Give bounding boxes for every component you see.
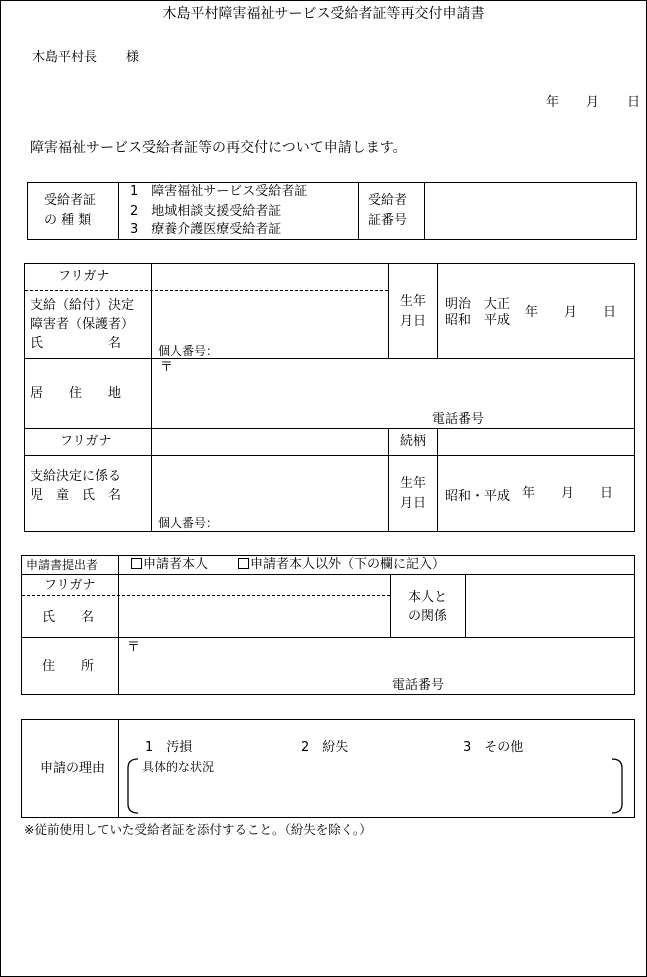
form-title: 木島平村障害福祉サービス受給者証等再交付申請書 <box>162 6 485 22</box>
applicant-postal-mark: 〒 <box>160 360 174 375</box>
reason-detail-field[interactable] <box>142 776 612 810</box>
applicant-era-2: 昭和 平成 <box>445 313 511 328</box>
reason-option-3[interactable]: 3 その他 <box>463 740 524 755</box>
footnote: ※従前使用していた受給者証を添付すること。（紛失を除く。） <box>24 822 372 837</box>
applicant-birth-label-2: 月日 <box>400 314 427 329</box>
submitter-option-self-label: 申請者本人 <box>143 557 209 572</box>
applicant-birth-ymd: 年 月 日 <box>525 305 617 320</box>
intro-text: 障害福祉サービス受給者証等の再交付について申請します。 <box>30 140 407 156</box>
certificate-option-2: 2 地域相談支援受給者証 <box>130 204 282 219</box>
checkbox-other[interactable] <box>238 558 249 569</box>
submitter-furigana-label: フリガナ <box>44 578 96 593</box>
child-name-label-2: 児 童 氏 名 <box>30 488 122 503</box>
child-name-field[interactable] <box>153 457 387 507</box>
child-name-label-1: 支給決定に係る <box>30 469 122 484</box>
submitter-furigana-field[interactable] <box>120 576 389 594</box>
submitter-name-label: 氏 名 <box>42 610 95 625</box>
child-era: 昭和・平成 <box>445 489 511 504</box>
addressee-honorific: 様 <box>126 50 140 65</box>
child-relation-label: 続柄 <box>400 434 427 449</box>
applicant-furigana-field[interactable] <box>153 265 387 289</box>
reason-option-1[interactable]: 1 汚損 <box>145 740 193 755</box>
applicant-phone-label: 電話番号 <box>432 412 485 427</box>
applicant-name-field[interactable] <box>153 292 387 332</box>
child-birth-label-1: 生年 <box>400 476 427 491</box>
date-year-label: 年 <box>546 95 560 110</box>
child-birth-label-2: 月日 <box>400 496 427 511</box>
certificate-option-1: 1 障害福祉サービス受給者証 <box>130 184 308 199</box>
addressee-name: 木島平村長 <box>32 50 98 65</box>
certificate-number-field[interactable] <box>426 184 634 238</box>
submitter-postal-mark: 〒 <box>127 640 141 655</box>
applicant-birth-label-1: 生年 <box>400 294 427 309</box>
submitter-phone-label: 電話番号 <box>392 678 445 693</box>
applicant-name-label-1: 支給（給付）決定 <box>30 298 135 313</box>
submitter-name-field[interactable] <box>120 597 389 636</box>
submitter-address-label: 住 所 <box>42 659 95 674</box>
submitter-option-other[interactable] <box>238 557 445 573</box>
submitter-relation-label-1: 本人と <box>408 590 448 605</box>
applicant-residence-label: 居 住 地 <box>30 386 122 401</box>
reason-label: 申請の理由 <box>40 761 106 776</box>
applicant-era-1: 明治 大正 <box>445 297 511 312</box>
date-day-label: 日 <box>627 95 641 110</box>
submitter-label: 申請書提出者 <box>26 558 99 572</box>
submitter-relation-field[interactable] <box>467 576 634 636</box>
submitter-relation-label-2: の関係 <box>408 609 448 624</box>
child-personal-number-label: 個人番号： <box>158 516 219 530</box>
reason-option-2[interactable]: 2 紛失 <box>301 740 349 755</box>
child-furigana-field[interactable] <box>153 430 387 454</box>
submitter-option-other-label: 申請者本人以外（下の欄に記入） <box>250 557 446 572</box>
child-furigana-label: フリガナ <box>60 434 112 449</box>
applicant-personal-number-label: 個人番号： <box>158 344 219 358</box>
certificate-number-label-1: 受給者 <box>368 193 408 208</box>
certificate-option-3: 3 療養介護医療受給者証 <box>130 222 282 237</box>
child-birth-ymd: 年 月 日 <box>522 486 614 501</box>
child-relation-field[interactable] <box>439 430 634 454</box>
checkbox-self[interactable] <box>131 558 142 569</box>
applicant-residence-field[interactable] <box>153 375 633 409</box>
submitter-option-self[interactable] <box>131 557 208 573</box>
applicant-name-label-2: 障害者（保護者） <box>30 317 135 332</box>
applicant-name-label-3: 氏 名 <box>30 336 122 351</box>
certificate-number-label-2: 証番号 <box>368 213 408 228</box>
certificate-type-label-1: 受給者証 <box>44 193 97 208</box>
date-month-label: 月 <box>586 95 600 110</box>
submitter-address-field[interactable] <box>120 655 633 677</box>
applicant-furigana-label: フリガナ <box>58 269 110 284</box>
certificate-type-label-2: の 種 類 <box>44 213 92 228</box>
reason-detail-label: 具体的な状況 <box>142 760 215 774</box>
